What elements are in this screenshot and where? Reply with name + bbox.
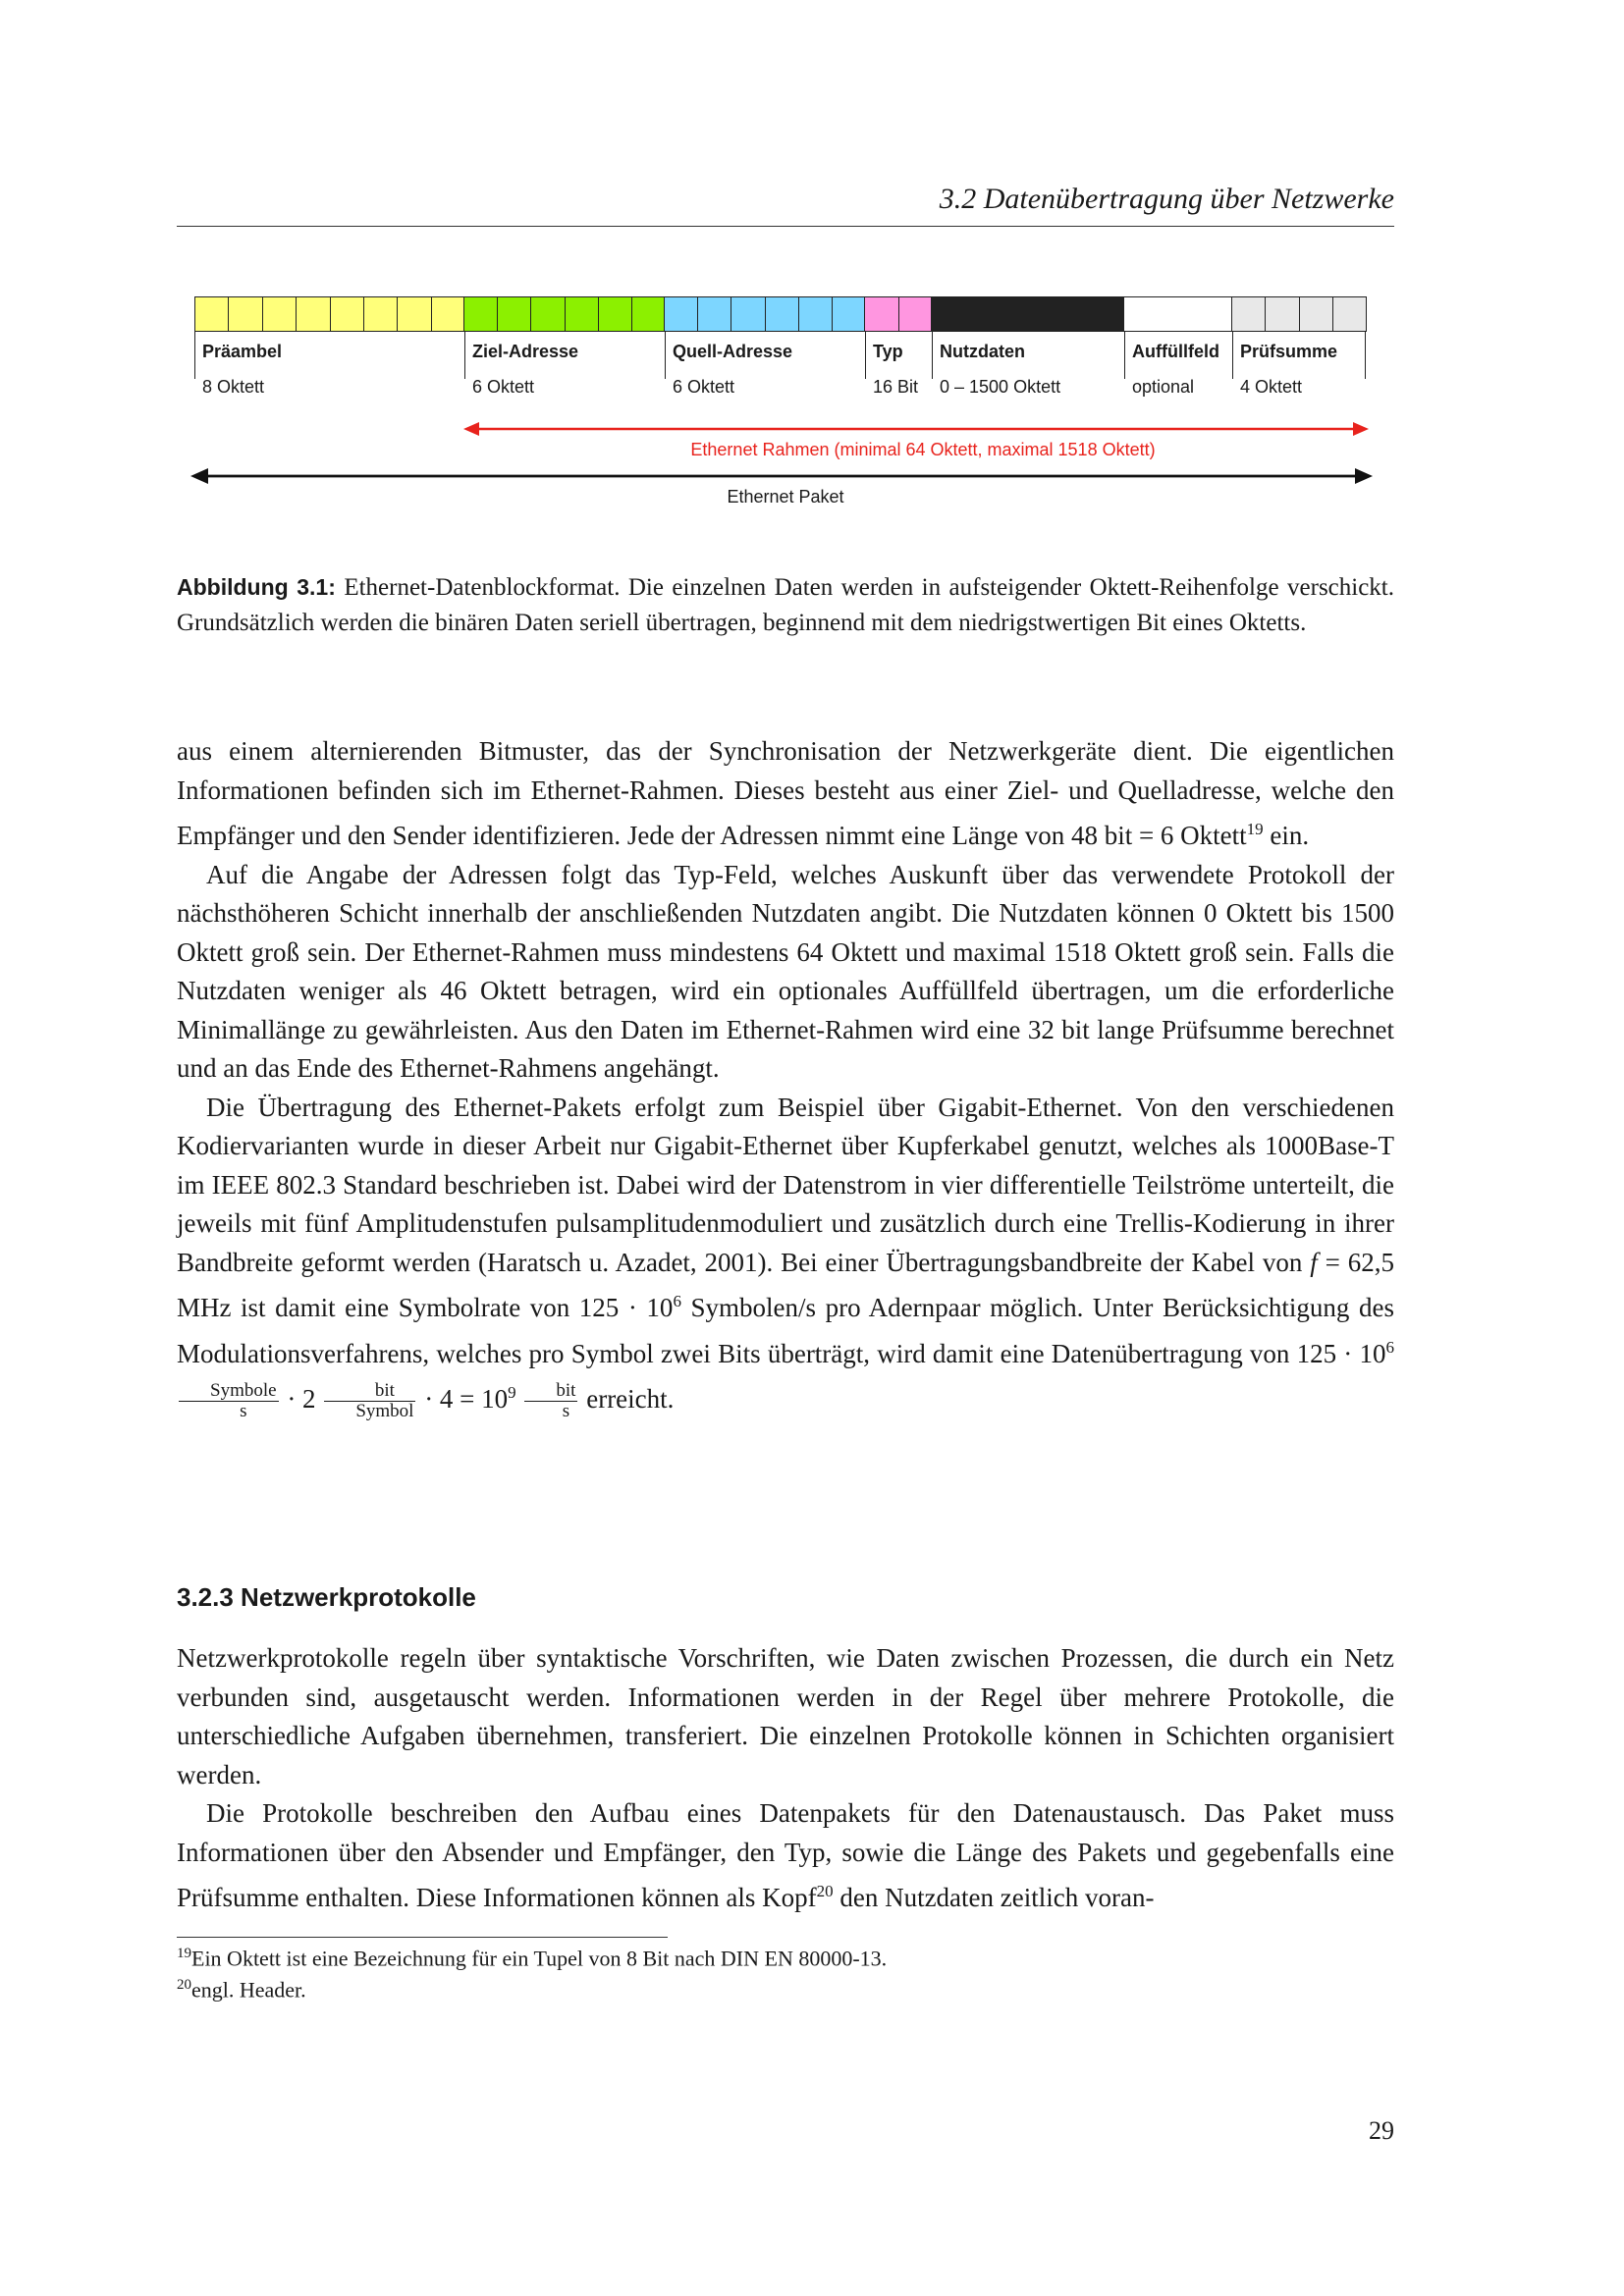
- caption-text: Ethernet-Datenblockformat. Die einzelnen Daten werden in aufsteigender Oktett-Reihenfolge verschickt. Grundsätzlich werden die binären Daten seriell übertragen, beginnend mit dem niedrigstwertigen Bit eines Oktetts.: [177, 574, 1395, 636]
- field-name-preamble: Präambel: [202, 342, 283, 361]
- paragraph: Die Übertragung des Ethernet-Pakets erfolgt zum Beispiel über Gigabit-Ethernet. Von den verschiedenen Kodiervarianten wurde in dieser Arbeit nur Gigabit-Ethernet über Kupferkabel genutzt, welches als 1000Base-T im IEEE 802.3 Standard beschrieben ist. Dabei wird der Datenstrom in vier differentielle Teilströme unterteilt, die jeweils mit fünf Amplitudenstufen pulsamplitudenmoduliert und zusätzlich durch eine Trellis-Kodierung in ihrer Bandbreite geformt werden (Haratsch u. Azadet, 2001). Bei einer Übertragungsbandbreite der Kabel von f = 62,5 MHz ist damit eine Symbolrate von $125 \cdot 10^6$ Symbolen/s pro Adernpaar möglich. Unter Berücksichtigung des Modulationsverfahrens, welches pro Symbol zwei Bits überträgt, wird damit eine Datenübertragung von $125 \cdot 10^6$ $\frac{\text{Symbole}}{s}$ · 2 $\frac{\text{bit}}{\text{Symbol}}$ · $4 = 10^9$ $\frac{\text{bit}}{s}$ erreicht.: [177, 1092, 1394, 1422]
- field-size-payload: 0 – 1500 Oktett: [940, 377, 1061, 397]
- figure-caption: [177, 569, 1394, 641]
- field-name-checksum: Prüfsumme: [1240, 342, 1338, 361]
- footnote-20: $^{20}$engl. Header.: [177, 1977, 306, 2002]
- paragraph: Auf die Angabe der Adressen folgt das Typ-Feld, welches Auskunft über das verwendete Protokoll der nächsthöheren Schicht innerhalb der anschließenden Nutzdaten angibt. Die Nutzdaten können 0 Oktett bis 1500 Oktett groß sein. Der Ethernet-Rahmen muss mindestens 64 Oktett und maximal 1518 Oktett groß sein. Falls die Nutzdaten weniger als 46 Oktett betragen, wird ein optionales Auffüllfeld übertragen, um die erforderliche Minimallänge zu gewährleisten. Aus den Daten im Ethernet-Rahmen wird eine 32 bit lange Prüfsumme berechnet und an das Ende des Ethernet-Rahmens angehängt.: [177, 859, 1394, 1083]
- field-size-source-address: 6 Oktett: [673, 377, 735, 397]
- fraction: $\frac{\text{bit}}{\text{Symbol}}$: [324, 1381, 415, 1421]
- field-name-padding: Auffüllfeld: [1132, 342, 1219, 361]
- footnote-ref: 19: [1246, 820, 1264, 838]
- footnote-19: $^{19}$Ein Oktett ist eine Bezeichnung für ein Tupel von 8 Bit nach DIN EN 80000-13.: [177, 1946, 888, 1971]
- running-head: 3.2 Datenübertragung über Netzwerke: [939, 183, 1394, 215]
- paragraph: aus einem alternierenden Bitmuster, das der Synchronisation der Netzwerkgeräte dient. Die eigentlichen Informationen befinden sich im Ethernet-Rahmen. Dieses besteht aus einer Ziel- und Quelladresse, welche den Empfänger und den Sender identifizieren. Jede der Adressen nimmt eine Länge von 48 bit = 6 Oktett$^{19}$ ein.: [177, 736, 1394, 850]
- frame-label: Ethernet Rahmen (minimal 64 Oktett, maximal 1518 Oktett): [690, 440, 1156, 459]
- body-text-2: [177, 1639, 1394, 1918]
- paragraph: Netzwerkprotokolle regeln über syntaktische Vorschriften, wie Daten zwischen Prozessen, die durch ein Netz verbunden sind, ausgetauscht werden. Informationen werden in der Regel über mehrere Protokolle, die unterschiedliche Aufgaben übernehmen, transferiert. Die einzelnen Protokolle können in Schichten organisiert werden.: [177, 1643, 1394, 1789]
- header-rule: [177, 226, 1394, 227]
- field-name-type: Typ: [873, 342, 903, 361]
- caption-label: Abbildung 3.1:: [177, 574, 336, 600]
- body-text: [177, 732, 1394, 1421]
- field-size-dest-address: 6 Oktett: [472, 377, 535, 397]
- ethernet-frame-figure: [187, 296, 1384, 522]
- section-heading: 3.2.3 Netzwerkprotokolle: [177, 1582, 476, 1612]
- field-size-padding: optional: [1132, 377, 1195, 397]
- packet-label: Ethernet Paket: [727, 487, 844, 507]
- fraction: $\frac{\text{bit}}{s}$: [524, 1381, 577, 1421]
- fraction: $\frac{\text{Symbole}}{s}$: [179, 1381, 279, 1421]
- field-name-source-address: Quell-Adresse: [673, 342, 793, 361]
- page-number: 29: [1369, 2116, 1394, 2145]
- field-name-dest-address: Ziel-Adresse: [472, 342, 579, 361]
- field-size-checksum: 4 Oktett: [1240, 377, 1303, 397]
- frame-arrow: [463, 422, 1369, 436]
- field-size-type: 16 Bit: [873, 377, 919, 397]
- paragraph: Die Protokolle beschreiben den Aufbau eines Datenpakets für den Datenaustausch. Das Paket muss Informationen über den Absender und Empfänger, den Typ, sowie die Länge des Pakets und gegebenfalls eine Prüfsumme enthalten. Diese Informationen können als Kopf$^{20}$ den Nutzdaten zeitlich voran-: [177, 1798, 1394, 1912]
- packet-arrow: [190, 468, 1373, 484]
- field-name-payload: Nutzdaten: [940, 342, 1025, 361]
- footnote-rule: [177, 1937, 668, 1938]
- footnote-ref: 20: [816, 1882, 834, 1900]
- field-size-preamble: 8 Oktett: [202, 377, 265, 397]
